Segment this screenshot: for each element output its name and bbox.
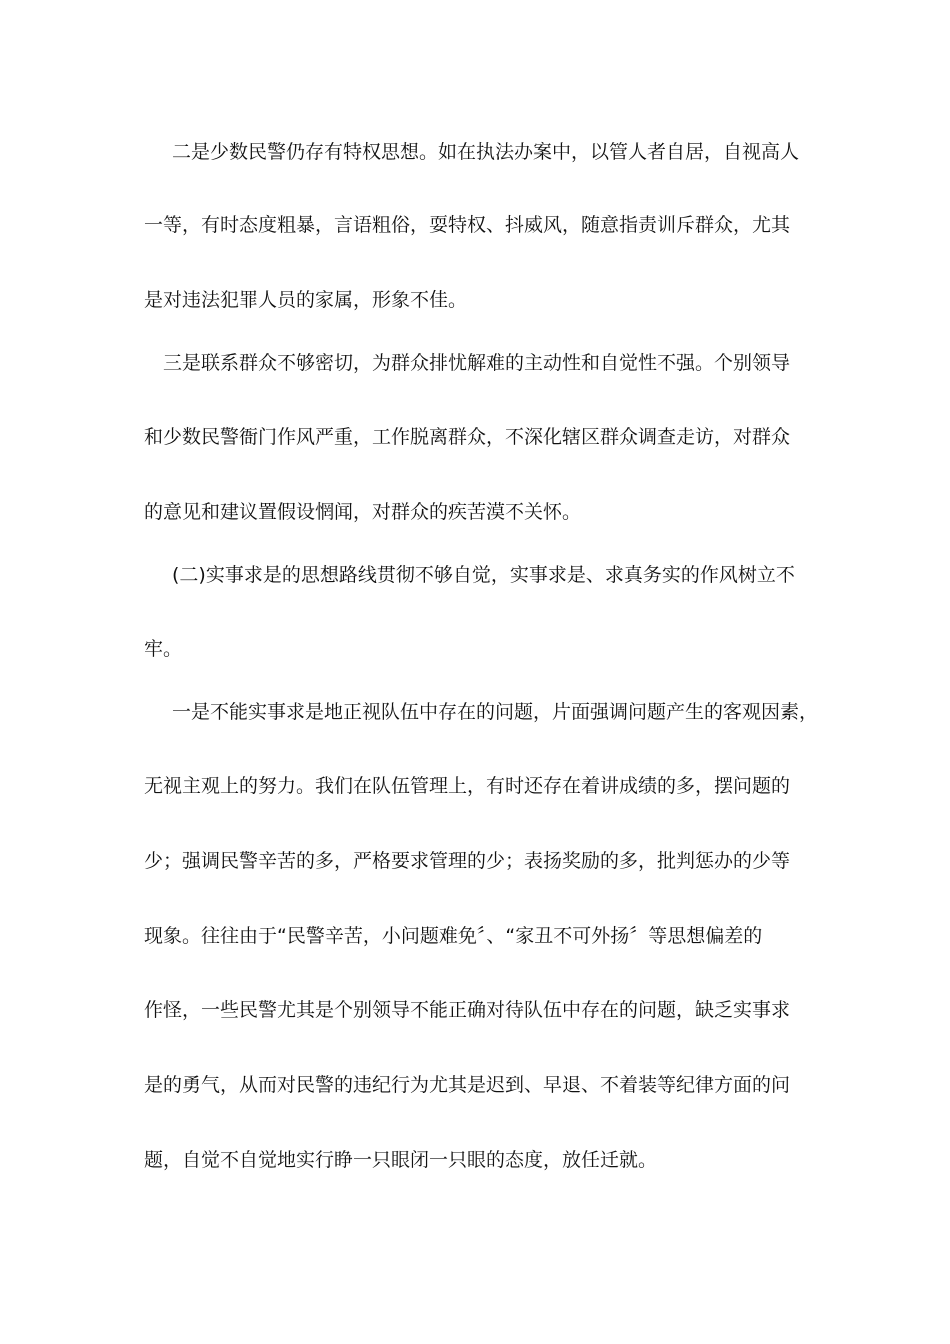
section-heading-2-line-2: 牢。 [144,638,183,660]
paragraph-4-line-5: 作怪，一些民警尤其是个别领导不能正确对待队伍中存在的问题，缺乏实事求 [144,999,791,1021]
paragraph-4-line-7: 题，自觉不自觉地实行睁一只眼闭一只眼的态度，放任迁就。 [144,1149,658,1171]
section-heading-2-line-1: (二)实事求是的思想路线贯彻不够自觉，实事求是、求真务实的作风树立不 [172,564,795,586]
paragraph-1-line-1: 二是少数民警仍存有特权思想。如在执法办案中，以管人者自居，自视高人 [172,141,800,163]
paragraph-2-line-1: 三是联系群众不够密切，为群众排忧解难的主动性和自觉性不强。个别领导 [163,352,791,374]
paragraph-1-line-3: 是对违法犯罪人员的家属，形象不佳。 [144,289,468,311]
paragraph-4-line-2: 无视主观上的努力。我们在队伍管理上，有时还存在着讲成绩的多，摆问题的 [144,775,791,797]
paragraph-4-line-1: 一是不能实事求是地正视队伍中存在的问题，片面强调问题产生的客观因素， [172,701,819,723]
paragraph-2-line-3: 的意见和建议置假设惘闻，对群众的疾苦漠不关怀。 [144,501,582,523]
paragraph-4-line-3: 少；强调民警辛苦的多，严格要求管理的少；表扬奖励的多，批判惩办的少等 [144,850,791,872]
paragraph-1-line-2: 一等，有时态度粗暴，言语粗俗，耍特权、抖威风，随意指责训斥群众，尤其 [144,214,791,236]
paragraph-4-line-4: 现象。往往由于“民警辛苦，小问题难免〞、“家丑不可外扬〞等思想偏差的 [144,925,763,947]
paragraph-2-line-2: 和少数民警衙门作风严重，工作脱离群众，不深化辖区群众调查走访，对群众 [144,426,791,448]
paragraph-4-line-6: 是的勇气，从而对民警的违纪行为尤其是迟到、早退、不着装等纪律方面的问 [144,1074,791,1096]
